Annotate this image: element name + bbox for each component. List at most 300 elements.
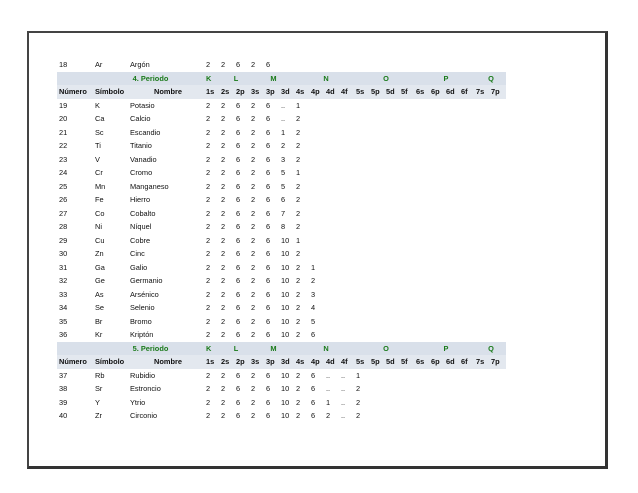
orbital-count [461,369,476,383]
table-row [57,220,506,234]
orbital-count [491,274,506,288]
orbital-count [386,396,401,410]
element-symbol: Fe [95,195,104,205]
table-row [57,409,506,423]
table-row [57,234,506,248]
orbital-count: 2 [296,208,301,218]
orbital-count [326,180,341,194]
orbital-count: 2 [296,262,301,272]
orbital-count [431,396,446,410]
orbital-count [371,315,386,329]
orbital-count [431,369,446,383]
orbital-count [461,139,476,153]
orbital-count [401,328,416,342]
orbital-count [386,126,401,140]
orbital-count [371,328,386,342]
orbital-count [491,396,506,410]
shell-label-n: N [296,342,356,356]
header-orbital: 3p [266,85,281,99]
orbital-count [371,126,386,140]
orbital-count [416,207,431,221]
orbital-count: 2 [251,208,256,218]
orbital-count [431,139,446,153]
element-symbol: Ga [95,262,105,272]
orbital-count [431,207,446,221]
orbital-count: 2 [221,114,226,124]
orbital-count [416,153,431,167]
header-orbital: 1s [206,355,221,369]
header-orbital: 1s [206,85,221,99]
orbital-count [386,99,401,113]
header-orbital: 2s [221,355,236,369]
orbital-count [416,261,431,275]
orbital-count: 6 [236,370,241,380]
orbital-count: 6 [236,127,241,137]
element-name: Galio [130,262,148,272]
orbital-count [461,180,476,194]
orbital-count: 7 [281,208,286,218]
orbital-count [416,193,431,207]
orbital-count: 2 [251,60,256,70]
orbital-count: 2 [251,316,256,326]
orbital-count [416,409,431,423]
shell-label-m: M [251,342,296,356]
orbital-count [446,409,461,423]
element-symbol: Rb [95,370,105,380]
header-orbital: 5p [371,355,386,369]
orbital-count: 6 [266,168,271,178]
orbital-count: 2 [221,370,226,380]
atomic-number: 18 [59,60,68,70]
orbital-count [326,112,341,126]
orbital-count [431,247,446,261]
orbital-count [326,301,341,315]
orbital-count [446,328,461,342]
orbital-count [476,58,491,72]
orbital-count [491,207,506,221]
orbital-count: 8 [281,222,286,232]
orbital-count: 2 [356,397,361,407]
orbital-count [356,166,371,180]
orbital-count: 1 [356,370,361,380]
orbital-count [476,396,491,410]
orbital-count [476,180,491,194]
orbital-count: 2 [251,330,256,340]
orbital-count [416,166,431,180]
table-row [57,153,506,167]
orbital-count: 6 [236,168,241,178]
orbital-count [491,99,506,113]
orbital-count: 6 [236,316,241,326]
orbital-count: .. [341,384,346,394]
element-name: Germanio [130,276,163,286]
orbital-count [446,112,461,126]
orbital-count [446,220,461,234]
element-symbol: V [95,154,100,164]
orbital-count [341,207,356,221]
orbital-count [356,247,371,261]
orbital-count: 6 [266,154,271,164]
orbital-count [461,382,476,396]
orbital-count: 2 [251,249,256,259]
orbital-count [356,153,371,167]
orbital-count: 2 [206,384,211,394]
header-orbital: 4p [311,85,326,99]
orbital-count [311,153,326,167]
header-orbital: 6f [461,85,476,99]
orbital-count: 1 [296,100,301,110]
orbital-count [416,301,431,315]
orbital-count: 10 [281,411,290,421]
orbital-count: 2 [206,154,211,164]
orbital-count: 2 [221,330,226,340]
element-name: Selenio [130,303,155,313]
table-row [57,180,506,194]
orbital-count: 6 [236,262,241,272]
orbital-count: 2 [221,195,226,205]
orbital-count [356,234,371,248]
orbital-count [416,288,431,302]
orbital-count: 2 [251,127,256,137]
table-row [57,369,506,383]
orbital-count: 2 [206,316,211,326]
orbital-count: 2 [206,330,211,340]
orbital-count [401,315,416,329]
orbital-count [341,126,356,140]
element-name: Escandio [130,127,161,137]
orbital-count: 2 [206,208,211,218]
orbital-count: 6 [236,208,241,218]
table-row [57,328,506,342]
orbital-count [416,382,431,396]
orbital-count [386,247,401,261]
orbital-count [416,99,431,113]
orbital-count: 2 [296,276,301,286]
orbital-count: 2 [296,154,301,164]
element-name: Cinc [130,249,145,259]
orbital-count: 6 [236,235,241,245]
shell-label-o: O [356,72,416,86]
orbital-count [476,328,491,342]
orbital-count [371,166,386,180]
element-name: Cobalto [130,208,156,218]
orbital-count [431,261,446,275]
orbital-count [446,180,461,194]
orbital-count [341,99,356,113]
orbital-count [371,409,386,423]
orbital-count: .. [341,370,346,380]
orbital-count [356,261,371,275]
period-header-row [57,72,506,86]
orbital-count: 2 [251,397,256,407]
orbital-count [386,193,401,207]
element-name: Vanadio [130,154,157,164]
orbital-count: 2 [296,222,301,232]
orbital-count: 6 [236,154,241,164]
orbital-count [476,261,491,275]
orbital-count [401,382,416,396]
orbital-count: 2 [221,289,226,299]
orbital-count [356,274,371,288]
orbital-count: 2 [296,181,301,191]
orbital-count [311,180,326,194]
orbital-count [311,166,326,180]
orbital-count: 6 [236,330,241,340]
orbital-count [431,220,446,234]
orbital-count [386,58,401,72]
orbital-count [431,193,446,207]
orbital-count: 10 [281,262,290,272]
orbital-count [371,369,386,383]
atomic-number: 24 [59,168,68,178]
atomic-number: 40 [59,411,68,421]
orbital-count: 1 [311,262,316,272]
table-row [57,139,506,153]
shell-label-k: K [206,342,221,356]
orbital-count: 2 [221,249,226,259]
orbital-count [461,328,476,342]
orbital-count: 2 [206,370,211,380]
orbital-count [311,58,326,72]
orbital-count [461,396,476,410]
header-orbital: 4s [296,355,311,369]
element-symbol: Y [95,397,100,407]
header-spacer [57,72,95,86]
table-row [57,126,506,140]
orbital-count [416,112,431,126]
orbital-count [476,126,491,140]
orbital-count [386,409,401,423]
orbital-count [341,301,356,315]
orbital-count: 6 [266,316,271,326]
orbital-count [326,153,341,167]
orbital-count [446,396,461,410]
orbital-count: 4 [311,303,316,313]
header-orbital: 7p [491,85,506,99]
orbital-count: 2 [251,100,256,110]
shell-label-m: M [251,72,296,86]
orbital-count [476,382,491,396]
orbital-count [446,369,461,383]
orbital-count: 2 [206,114,211,124]
header-orbital: 3d [281,355,296,369]
orbital-count [476,247,491,261]
orbital-count [401,207,416,221]
orbital-count [356,301,371,315]
orbital-count [341,220,356,234]
orbital-count [386,301,401,315]
orbital-count [341,166,356,180]
orbital-count [311,126,326,140]
orbital-count [401,274,416,288]
orbital-count [326,274,341,288]
header-orbital: 6s [416,355,431,369]
orbital-count [491,328,506,342]
orbital-count: 2 [296,303,301,313]
orbital-count: 2 [206,262,211,272]
orbital-count [326,234,341,248]
header-orbital: 4p [311,355,326,369]
orbital-count: 3 [311,289,316,299]
element-symbol: Br [95,316,103,326]
orbital-count [491,220,506,234]
orbital-count [446,234,461,248]
table-row [57,166,506,180]
header-orbital: 4f [341,85,356,99]
orbital-count: 2 [206,235,211,245]
orbital-count: 2 [251,181,256,191]
orbital-count [446,126,461,140]
orbital-count [341,261,356,275]
orbital-count [311,220,326,234]
orbital-count [431,166,446,180]
orbital-count [416,126,431,140]
orbital-count [476,409,491,423]
element-symbol: Mn [95,181,106,191]
orbital-count: .. [326,384,331,394]
orbital-count [311,207,326,221]
orbital-count [356,99,371,113]
orbital-count: 6 [266,114,271,124]
orbital-count [476,166,491,180]
table-row [57,274,506,288]
element-name: Níquel [130,222,152,232]
orbital-count [326,139,341,153]
orbital-count [356,126,371,140]
atomic-number: 22 [59,141,68,151]
table-row [57,396,506,410]
orbital-count: 2 [206,289,211,299]
table-row [57,58,506,72]
atomic-number: 35 [59,316,68,326]
orbital-count [461,126,476,140]
orbital-count: 2 [206,141,211,151]
period-title: 5. Periodo [95,342,206,356]
orbital-count: 5 [281,168,286,178]
orbital-count [401,261,416,275]
orbital-count [446,153,461,167]
orbital-count: 2 [326,411,331,421]
element-symbol: Co [95,208,105,218]
orbital-count: 6 [236,249,241,259]
header-orbital: 5p [371,85,386,99]
orbital-count [341,234,356,248]
orbital-count: 6 [266,276,271,286]
orbital-count [386,139,401,153]
element-symbol: As [95,289,104,299]
element-name: Potasio [130,100,155,110]
orbital-count: 6 [311,397,316,407]
table-row [57,193,506,207]
orbital-count [431,153,446,167]
orbital-count [491,315,506,329]
orbital-count: 5 [281,181,286,191]
orbital-count [491,288,506,302]
orbital-count: 6 [281,195,286,205]
orbital-count: 10 [281,249,290,259]
table-row [57,301,506,315]
orbital-count [371,99,386,113]
element-symbol: Sr [95,384,103,394]
orbital-count [431,315,446,329]
orbital-count [386,261,401,275]
orbital-count [401,99,416,113]
orbital-count: 6 [236,222,241,232]
element-name: Titanio [130,141,152,151]
orbital-count [326,261,341,275]
orbital-count: 2 [251,289,256,299]
orbital-count [476,315,491,329]
orbital-count: .. [281,114,286,124]
element-name: Argón [130,60,150,70]
orbital-count: 10 [281,330,290,340]
orbital-count [371,180,386,194]
orbital-count: 6 [266,208,271,218]
orbital-count: .. [341,397,346,407]
orbital-count [401,234,416,248]
orbital-count [476,220,491,234]
orbital-count: 6 [311,384,316,394]
orbital-count: 2 [206,222,211,232]
orbital-count [491,382,506,396]
shell-label-o: O [356,342,416,356]
orbital-count [386,328,401,342]
orbital-count [476,207,491,221]
orbital-count [431,126,446,140]
orbital-count [431,99,446,113]
header-orbital: 5f [401,85,416,99]
orbital-count: 6 [266,60,271,70]
orbital-count [461,301,476,315]
orbital-count: 6 [236,100,241,110]
orbital-count: 2 [296,384,301,394]
table-row [57,261,506,275]
orbital-count [476,288,491,302]
orbital-count: .. [341,411,346,421]
orbital-count [461,220,476,234]
orbital-count [326,220,341,234]
orbital-count [356,288,371,302]
orbital-count: 1 [296,168,301,178]
atomic-number: 25 [59,181,68,191]
element-name: Circonio [130,411,158,421]
orbital-count: 6 [236,141,241,151]
atomic-number: 29 [59,235,68,245]
orbital-count [416,180,431,194]
orbital-count [386,112,401,126]
orbital-count [326,328,341,342]
shell-label-l: L [221,72,251,86]
orbital-count: 10 [281,316,290,326]
orbital-count [341,274,356,288]
orbital-count [446,288,461,302]
orbital-count: 2 [221,222,226,232]
orbital-count [461,207,476,221]
table-row [57,382,506,396]
header-orbital: 5s [356,85,371,99]
element-name: Arsénico [130,289,159,299]
orbital-count [491,139,506,153]
orbital-count: 6 [266,330,271,340]
table-row [57,288,506,302]
orbital-count: 6 [266,262,271,272]
orbital-count: 6 [266,249,271,259]
orbital-count [491,261,506,275]
orbital-count [476,99,491,113]
orbital-count [416,220,431,234]
element-name: Cobre [130,235,151,245]
header-orbital: 7p [491,355,506,369]
